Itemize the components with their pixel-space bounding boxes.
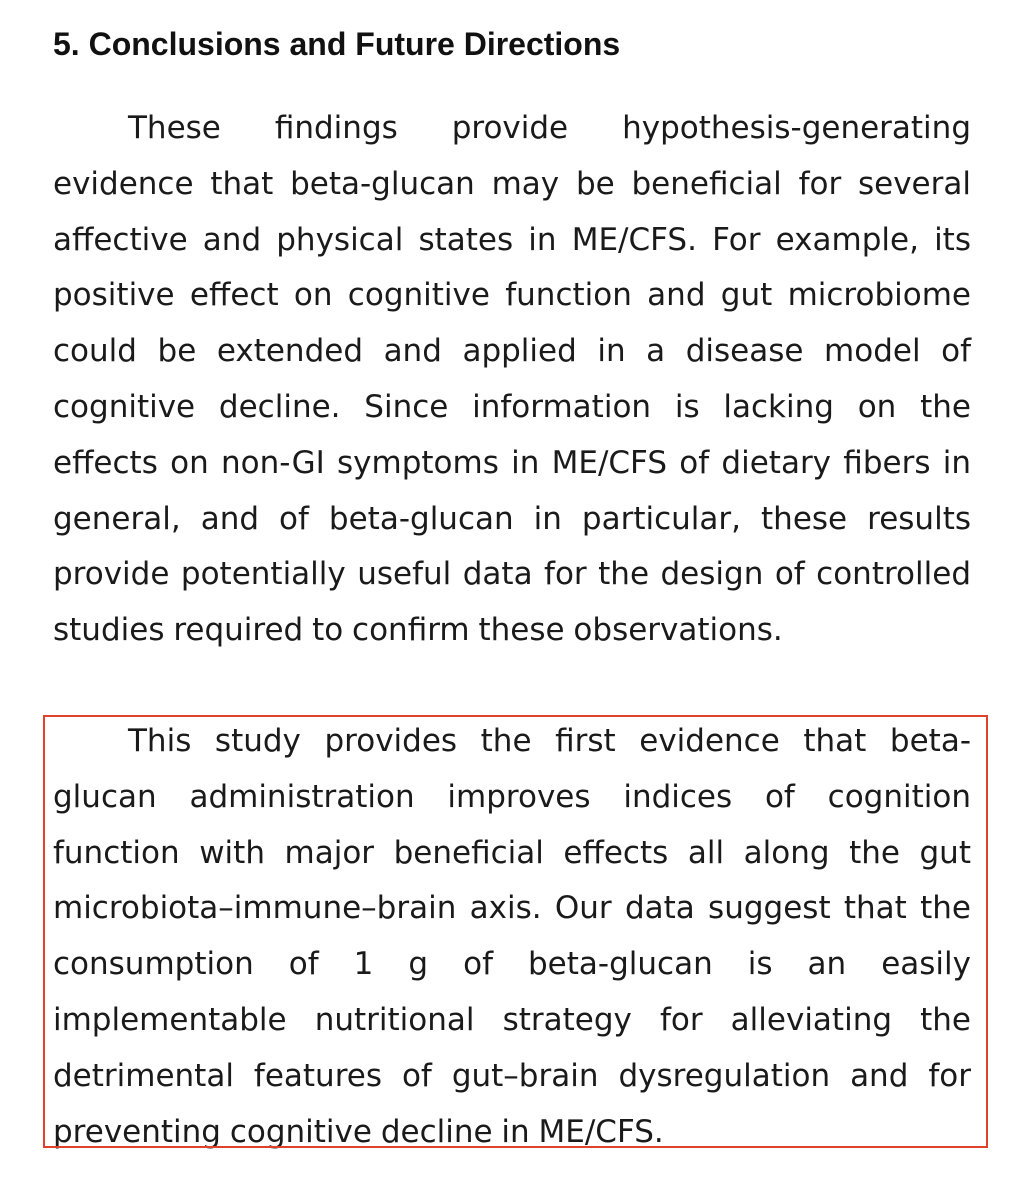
section-heading: 5. Conclusions and Future Directions bbox=[53, 26, 621, 62]
paragraph-conclusion-highlighted: This study provides the first evidence that beta-glucan administration improves indices of cognition function with major beneficial effects all along the gut microbiota–immune–brain axis. Our data suggest that the consumption of 1 g of beta-glucan is an easily implementable nutritional strategy for alleviating the detrimental features of gut–brain dysregulation and for preventing cognitive decline in ME/CFS. bbox=[53, 723, 971, 1150]
paragraph-findings: These findings provide hypothesis-generating evidence that beta-glucan may be beneficial for several affective and physical states in ME/CFS. For example, its positive effect on cognitive function and gut microbiome could be extended and applied in a disease model of cognitive decline. Since information is lacking on the effects on non-GI symptoms in ME/CFS of dietary fibers in general, and of beta-glucan in particular, these results provide potentially useful data for the design of controlled studies required to confirm these observations. bbox=[53, 110, 971, 649]
